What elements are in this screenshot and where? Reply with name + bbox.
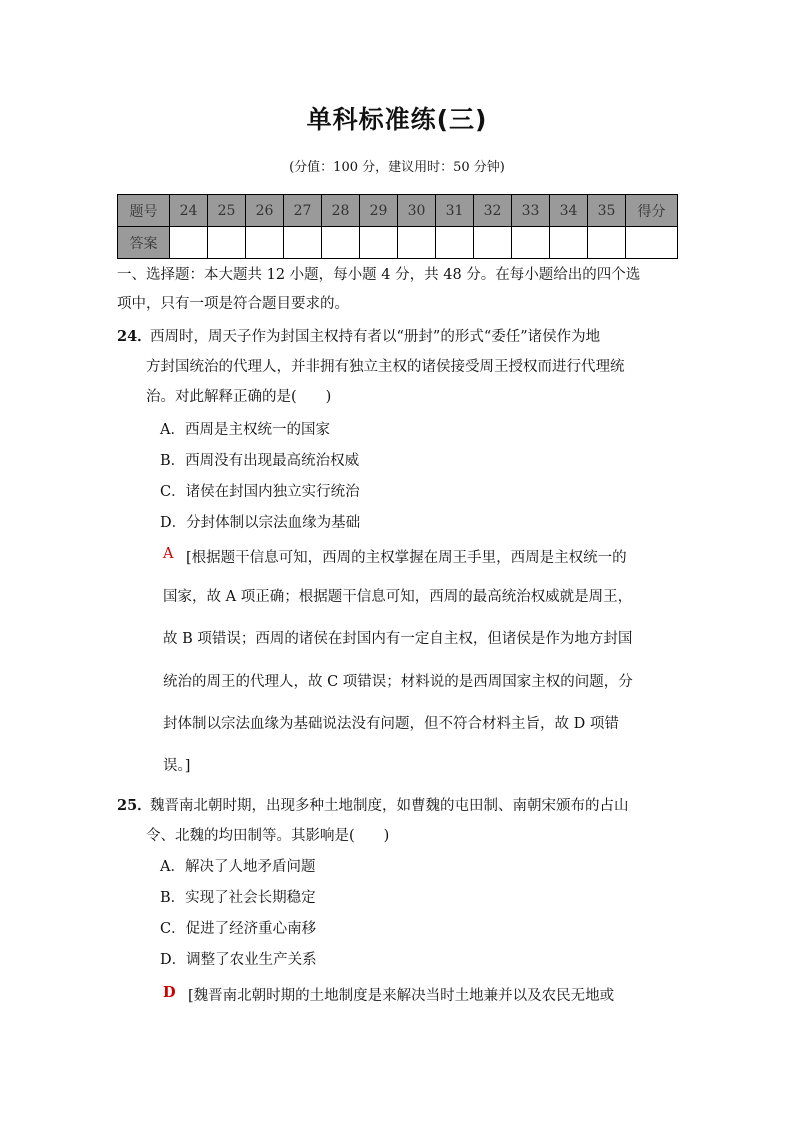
explanation: 统治的周王的代理人，故 C 项错误；材料说的是西周国家主权的问题，分 [163, 674, 633, 690]
score-total-cell[interactable] [626, 227, 678, 259]
answer-cell[interactable] [322, 227, 360, 259]
section-instruction: 一、选择题：本大题共 12 小题，每小题 4 分，共 48 分。在每小题给出的四个选 [117, 267, 641, 283]
score-col-number: 30 [398, 195, 436, 227]
answer-cell[interactable] [246, 227, 284, 259]
score-col-number: 27 [284, 195, 322, 227]
option-d: D．调整了农业生产关系 [160, 952, 317, 968]
answer-cell[interactable] [436, 227, 474, 259]
answer-cell[interactable] [588, 227, 626, 259]
score-col-number: 26 [246, 195, 284, 227]
answer-cell[interactable] [284, 227, 322, 259]
question-stem: 治。对此解释正确的是( ) [146, 389, 332, 405]
answer-cell[interactable] [550, 227, 588, 259]
option-b: B．西周没有出现最高统治权威 [160, 453, 360, 469]
question-stem: 方封国统治的代理人，并非拥有独立主权的诸侯接受周王授权而进行代理统 [146, 359, 625, 375]
option-a: A．西周是主权统一的国家 [160, 422, 330, 438]
explanation: 故 B 项错误；西周的诸侯在封国内有一定自主权，但诸侯是作为地方封国 [163, 631, 633, 647]
answer-cell[interactable] [398, 227, 436, 259]
answer-cell[interactable] [512, 227, 550, 259]
explanation: 误。] [163, 758, 191, 774]
option-a: A．解决了人地矛盾问题 [160, 859, 316, 875]
question-stem: 西周时，周天子作为封国主权持有者以“册封”的形式“委任”诸侯作为地 [150, 329, 601, 345]
score-col-number: 32 [474, 195, 512, 227]
question-number: 24． [117, 328, 152, 345]
answer-cell[interactable] [170, 227, 208, 259]
score-table-header-row [118, 195, 678, 227]
score-col-number: 34 [550, 195, 588, 227]
page-subtitle: (分值：100 分，建议用时：50 分钟) [289, 160, 505, 175]
page-title: 单科标准练(三) [306, 105, 488, 134]
answer-cell[interactable] [360, 227, 398, 259]
score-col-number: 28 [322, 195, 360, 227]
answer-cell[interactable] [474, 227, 512, 259]
section-instruction: 项中，只有一项是符合题目要求的。 [117, 296, 349, 312]
explanation: [魏晋南北朝时期的土地制度是来解决当时土地兼并以及农民无地或 [188, 988, 615, 1004]
option-b: B．实现了社会长期稳定 [160, 890, 316, 906]
score-header-label: 题号 [118, 195, 170, 227]
explanation: 国家，故 A 项正确；根据题干信息可知，西周的最高统治权威就是周王， [163, 589, 633, 605]
explanation: 封体制以宗法血缘为基础说法没有问题，但不符合材料主旨，故 D 项错 [163, 716, 619, 732]
option-c: C．诸侯在封国内独立实行统治 [160, 484, 360, 500]
score-col-number: 31 [436, 195, 474, 227]
explanation: [根据题干信息可知，西周的主权掌握在周王手里，西周是主权统一的 [186, 550, 627, 566]
score-col-number: 35 [588, 195, 626, 227]
score-total-label: 得分 [626, 195, 678, 227]
option-c: C．促进了经济重心南移 [160, 921, 317, 937]
score-table-answer-row [118, 227, 678, 259]
score-col-number: 24 [170, 195, 208, 227]
option-d: D．分封体制以宗法血缘为基础 [160, 515, 361, 531]
score-col-number: 29 [360, 195, 398, 227]
question-stem: 魏晋南北朝时期，出现多种土地制度，如曹魏的屯田制、南朝宋颁布的占山 [150, 798, 629, 814]
score-answer-label: 答案 [118, 227, 170, 259]
score-table [117, 194, 678, 259]
question-number: 25． [117, 797, 152, 814]
answer-key: D [163, 984, 176, 1001]
answer-cell[interactable] [208, 227, 246, 259]
score-col-number: 25 [208, 195, 246, 227]
score-col-number: 33 [512, 195, 550, 227]
answer-key: A [163, 546, 174, 562]
question-stem: 令、北魏的均田制等。其影响是( ) [146, 828, 390, 844]
